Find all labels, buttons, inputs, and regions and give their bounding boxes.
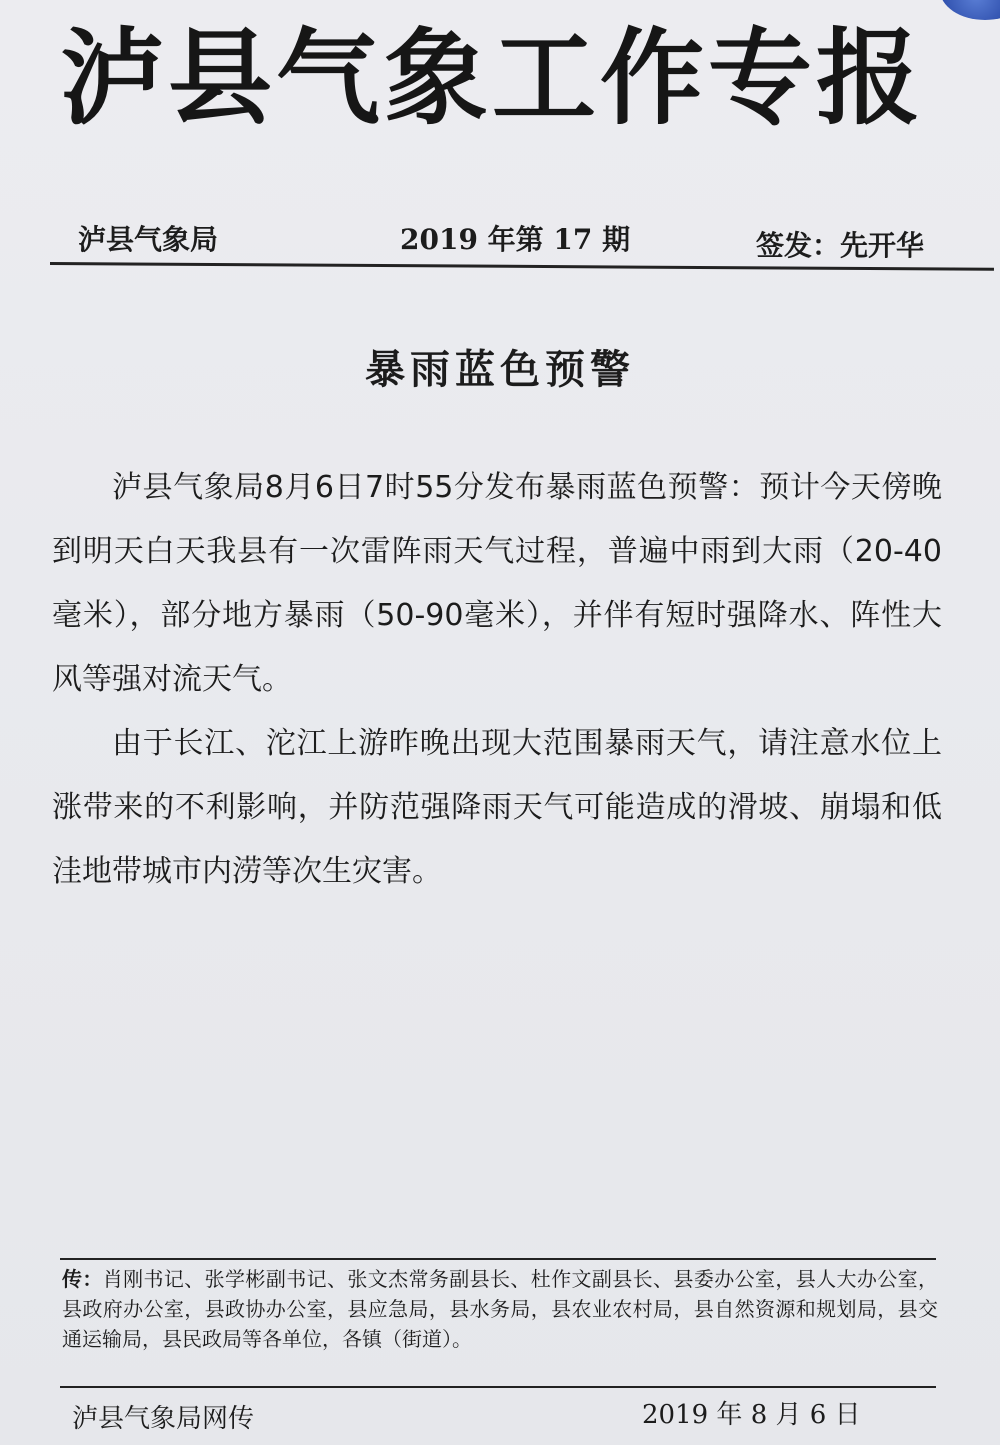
footer-source: 泸县气象局网传 [72, 1404, 255, 1434]
masthead-title: 泸县气象工作专报 [60, 16, 925, 139]
issuer-label: 泸县气象局 [78, 223, 219, 256]
footer-divider [60, 1386, 936, 1388]
document-body [52, 456, 942, 904]
blue-object-corner [940, 0, 1000, 20]
footer-date: 2019 年 8 月 6 日 [642, 1400, 861, 1430]
meta-row [0, 214, 1000, 264]
issue-number: 2019 年第 17 期 [400, 223, 631, 256]
distribution-list [62, 1264, 938, 1354]
signer-label: 签发：先开华 [756, 229, 925, 262]
distribution-label: 传： [62, 1267, 103, 1291]
distribution-recipients: 肖刚书记、张学彬副书记、张文杰常务副县长、杜作文副县长、县委办公室，县人大办公室，县政府办公室，县政协办公室，县应急局，县水务局，县农业农村局，县自然资源和规划局，县交通运输局，县民政局等各单位，各镇（街道）。 [62, 1267, 939, 1351]
body-paragraph-1: 泸县气象局8月6日7时55分发布暴雨蓝色预警：预计今天傍晚到明天白天我县有一次雷阵雨天气过程，普遍中雨到大雨（20-40毫米），部分地方暴雨（50-90毫米），并伴有短时强降水、阵性大风等强对流天气。 [52, 470, 942, 697]
body-paragraph-2: 由于长江、沱江上游昨晚出现大范围暴雨天气，请注意水位上涨带来的不利影响，并防范强降雨天气可能造成的滑坡、崩塌和低洼地带城市内涝等次生灾害。 [52, 726, 942, 889]
distribution-divider [60, 1258, 936, 1260]
footer [0, 1392, 1000, 1432]
document-title: 暴雨蓝色预警 [365, 346, 635, 393]
